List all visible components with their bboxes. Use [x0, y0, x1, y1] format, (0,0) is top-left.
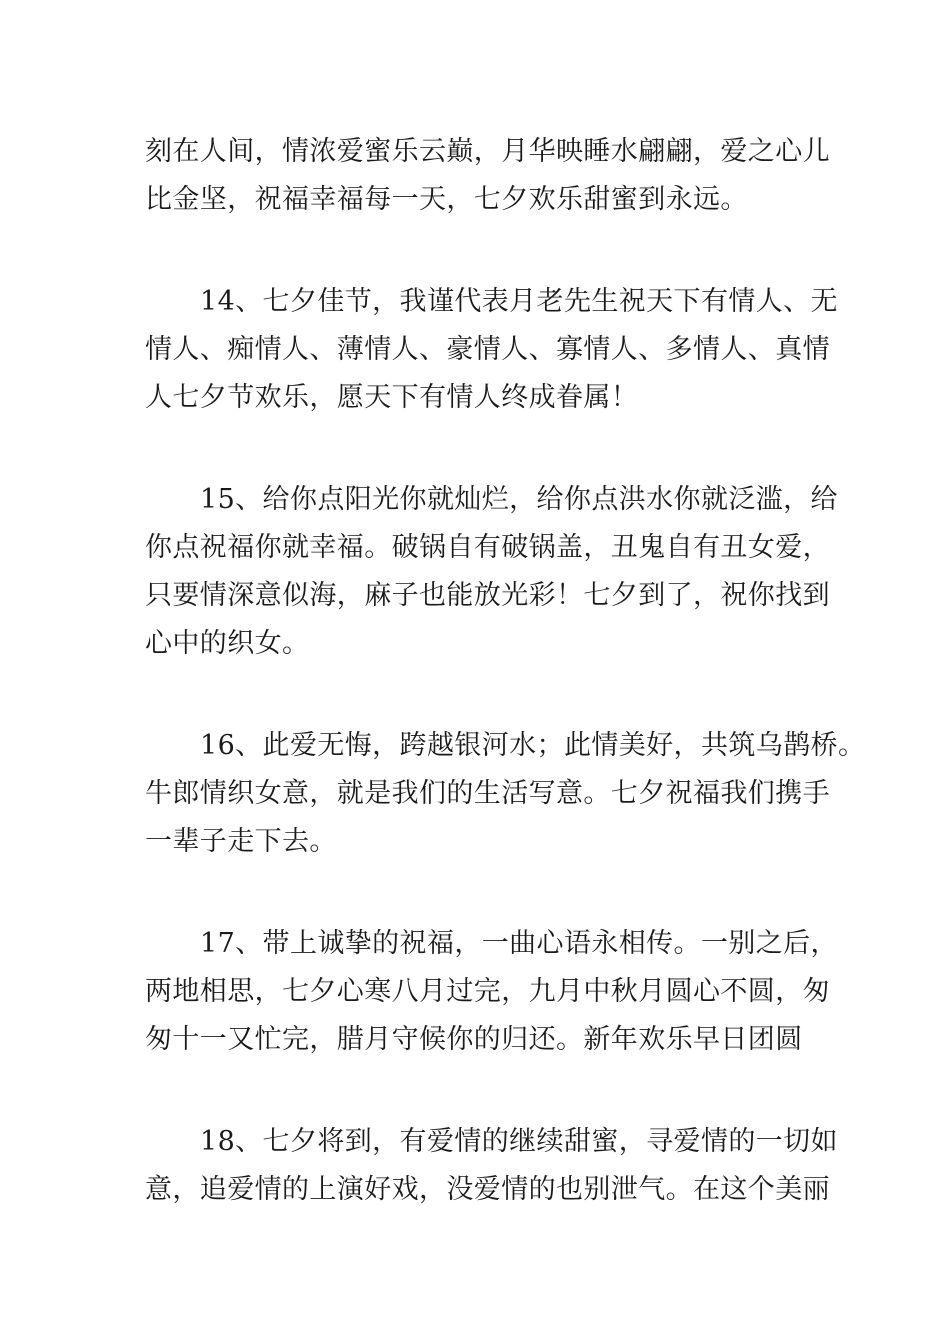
text-line: 比金坚，祝福幸福每一天，七夕欢乐甜蜜到永远。 [145, 184, 748, 215]
text-line: 意，追爱情的上演好戏，没爱情的也别泄气。在这个美丽 [145, 1174, 830, 1205]
paragraph-14-start: 14、七夕佳节，我谨代表月老先生祝天下有情人、无 [200, 286, 838, 317]
paragraph-17-start: 17、带上诚挚的祝福，一曲心语永相传。一别之后， [200, 928, 838, 959]
paragraph-18-start: 18、七夕将到，有爱情的继续甜蜜，寻爱情的一切如 [200, 1126, 838, 1157]
text-line: 刻在人间，情浓爱蜜乐云巅，月华映睡水翩翩，爱之心儿 [145, 136, 830, 167]
paragraph-16-start: 16、此爱无悔，跨越银河水；此情美好，共筑乌鹊桥。 [200, 730, 866, 761]
text-line: 情人、痴情人、薄情人、豪情人、寡情人、多情人、真情 [145, 334, 830, 365]
text-line: 牛郎情织女意，就是我们的生活写意。七夕祝福我们携手 [145, 778, 830, 809]
text-line: 匆十一又忙完，腊月守候你的归还。新年欢乐早日团圆 [145, 1024, 803, 1055]
text-line: 只要情深意似海，麻子也能放光彩！七夕到了，祝你找到 [145, 580, 830, 611]
text-line: 两地相思，七夕心寒八月过完，九月中秋月圆心不圆，匆 [145, 976, 830, 1007]
text-line: 一辈子走下去。 [145, 826, 337, 857]
text-line: 人七夕节欢乐，愿天下有情人终成眷属！ [145, 382, 639, 413]
text-line: 心中的织女。 [145, 628, 310, 659]
paragraph-15-start: 15、给你点阳光你就灿烂，给你点洪水你就泛滥，给 [200, 484, 838, 515]
text-line: 你点祝福你就幸福。破锅自有破锅盖，丑鬼自有丑女爱， [145, 532, 830, 563]
